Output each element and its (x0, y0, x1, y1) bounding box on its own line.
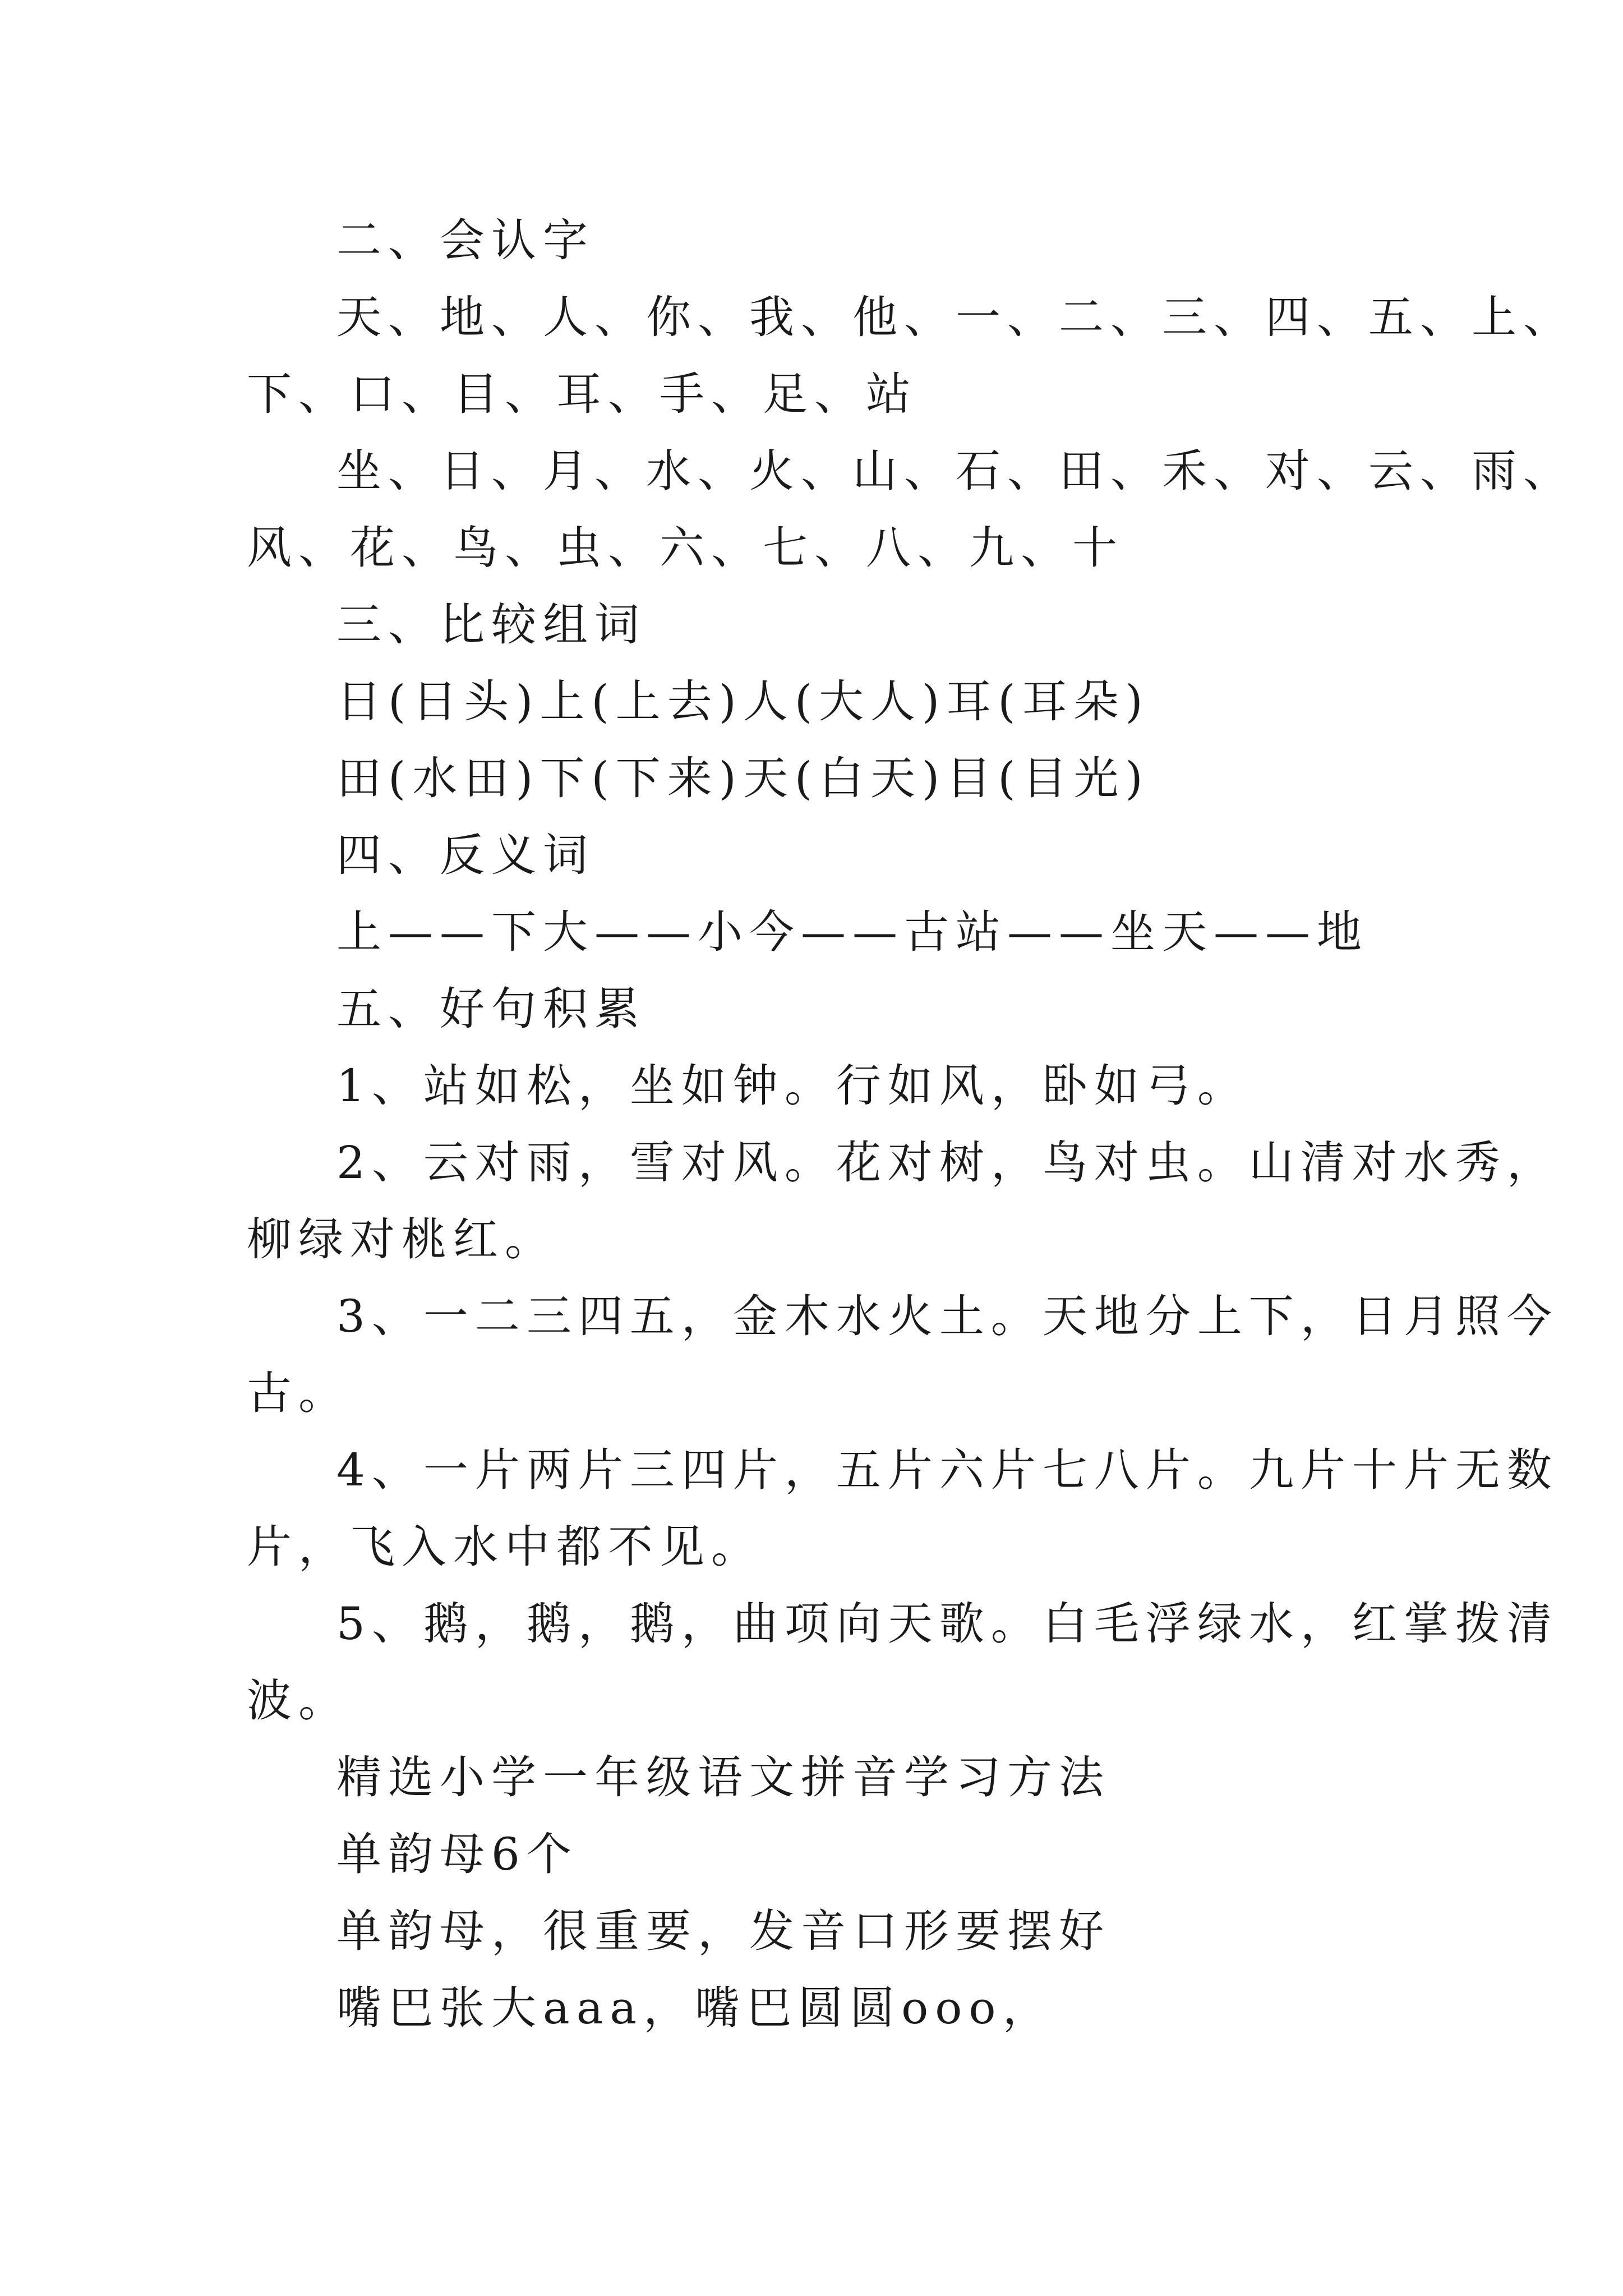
text-line: 片，飞入水中都不见。 (247, 1521, 763, 1573)
text-line: 4、一片两片三四片，五片六片七八片。九片十片无数 (336, 1444, 1559, 1496)
text-line: 坐、日、月、水、火、山、石、田、禾、对、云、雨、 (336, 445, 1575, 497)
text-line: 下、口、目、耳、手、足、站 (247, 368, 917, 420)
document-body (247, 202, 1575, 2046)
text-line: 1、站如松，坐如钟。行如风，卧如弓。 (336, 1060, 1249, 1112)
text-line: 上——下大——小今——古站——坐天——地 (336, 906, 1368, 958)
section-heading-compare-words: 三、比较组词 (336, 599, 646, 651)
text-line: 日(日头)上(上去)人(大人)耳(耳朵) (336, 675, 1150, 728)
text-line: 嘴巴张大aaa，嘴巴圆圆ooo， (336, 1982, 1054, 2034)
section-heading-recognize-characters: 二、会认字 (336, 214, 594, 266)
text-line: 天、地、人、你、我、他、一、二、三、四、五、上、 (336, 291, 1575, 343)
text-line: 古。 (247, 1367, 350, 1419)
text-line: 2、云对雨，雪对风。花对树，鸟对虫。山清对水秀， (336, 1137, 1559, 1189)
text-line: 波。 (247, 1674, 350, 1727)
section-heading-pinyin-methods: 精选小学一年级语文拼音学习方法 (336, 1751, 1110, 1803)
section-heading-good-sentences: 五、好句积累 (336, 983, 646, 1035)
text-line: 单韵母，很重要，发音口形要摆好 (336, 1905, 1110, 1957)
text-line: 田(水田)下(下来)天(白天)目(目光) (336, 752, 1150, 804)
text-line: 单韵母6个 (336, 1828, 578, 1880)
text-line: 5、鹅，鹅，鹅，曲项向天歌。白毛浮绿水，红掌拨清 (336, 1598, 1559, 1650)
text-line: 柳绿对桃红。 (247, 1213, 556, 1266)
text-line: 风、花、鸟、虫、六、七、八、九、十 (247, 522, 1124, 574)
text-line: 3、一二三四五，金木水火土。天地分上下，日月照今 (336, 1290, 1559, 1342)
section-heading-antonyms: 四、反义词 (336, 829, 594, 881)
